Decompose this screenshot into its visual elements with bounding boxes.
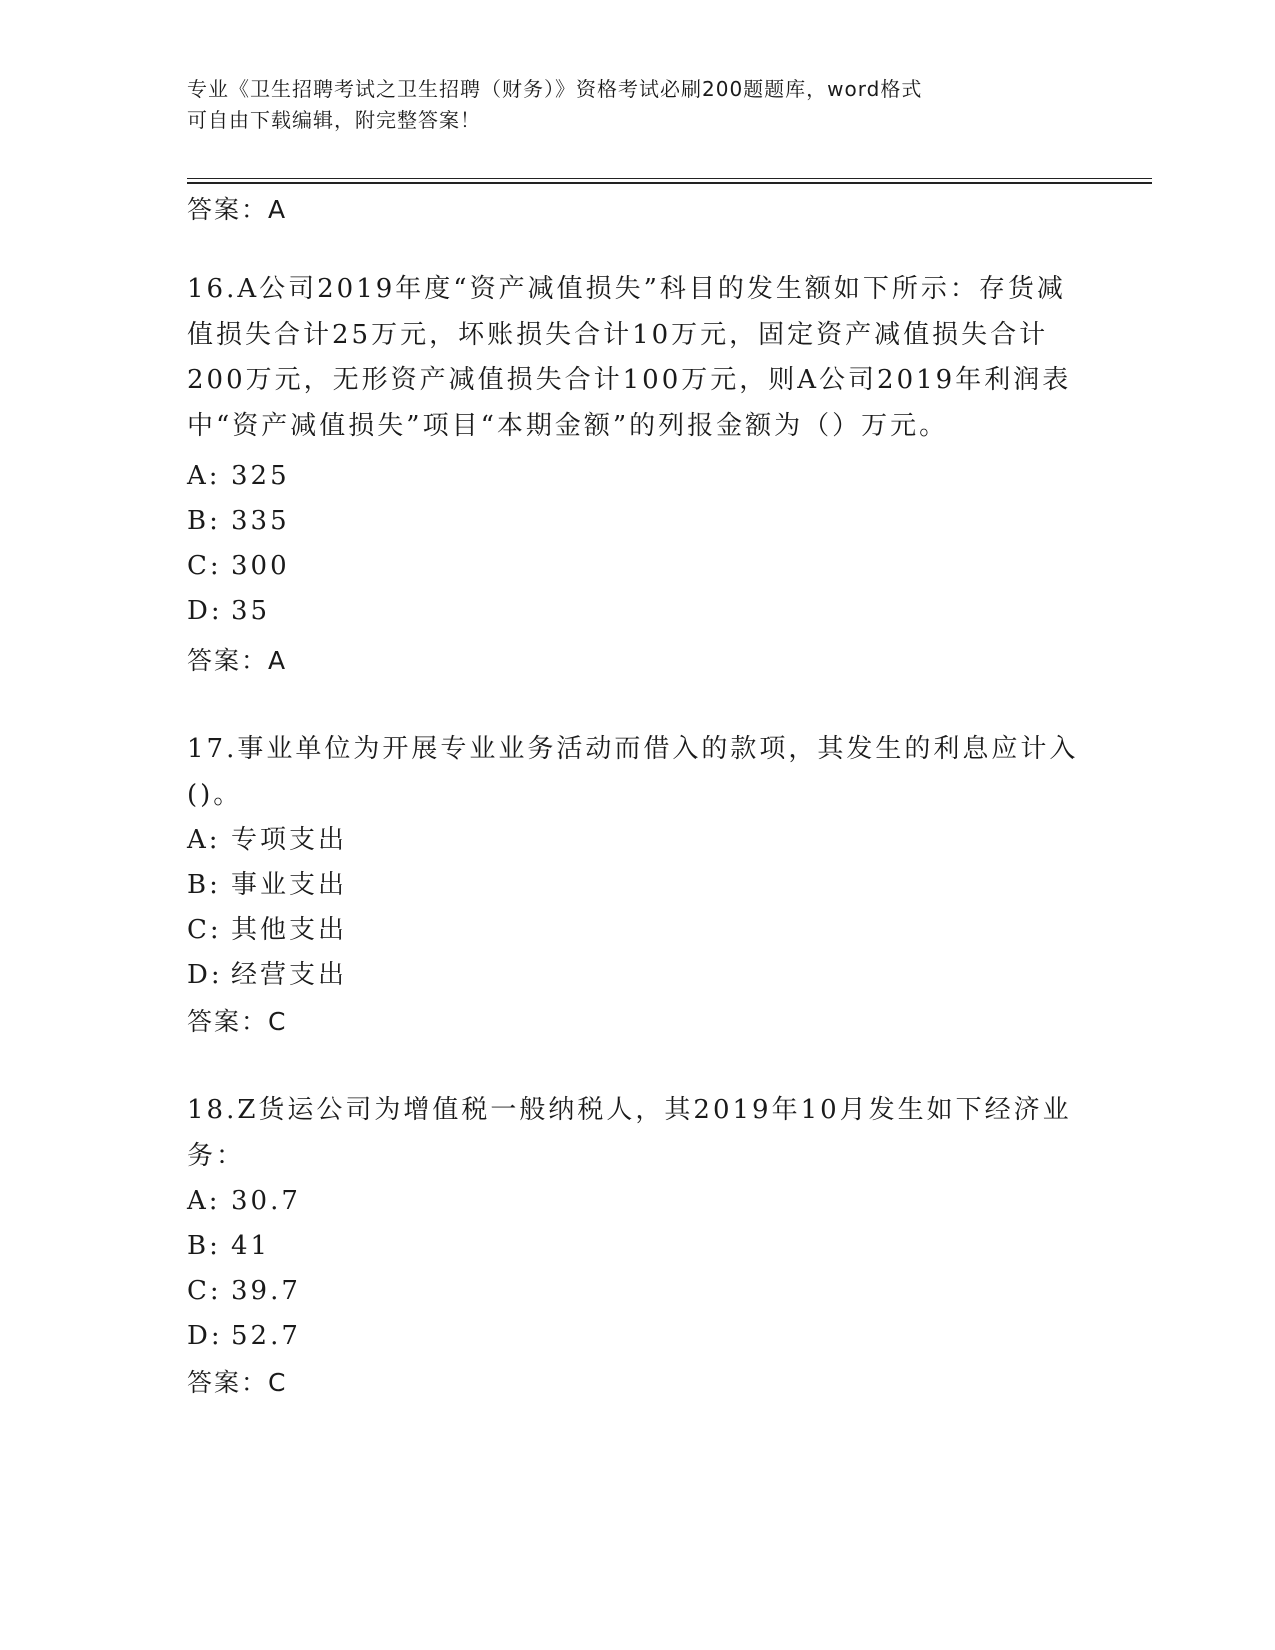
option-label: A:	[187, 1186, 221, 1216]
question-17-answer: 答案：C	[187, 1007, 288, 1036]
question-line: 200万元，无形资产减值损失合计100万元，则A公司2019年利润表	[187, 365, 1072, 395]
question-17-option-d	[187, 957, 347, 993]
option-value: 335	[231, 506, 290, 536]
question-18-option-d	[187, 1318, 301, 1354]
option-label: D:	[187, 1321, 223, 1351]
question-18-text	[187, 1088, 1087, 1179]
option-value: 35	[231, 596, 271, 626]
option-value: 325	[231, 461, 290, 491]
option-label: D:	[187, 960, 223, 990]
question-18-option-c	[187, 1273, 301, 1309]
option-value: 52.7	[231, 1321, 301, 1351]
question-line: 中“资产减值损失”项目“本期金额”的列报金额为（）万元。	[187, 410, 949, 441]
header-line-1: 专业《卫生招聘考试之卫生招聘（财务）》资格考试必刷200题题库，word格式	[187, 77, 923, 101]
option-label: A:	[187, 461, 221, 491]
question-line: ()。	[187, 779, 243, 810]
document-header	[187, 74, 1067, 136]
question-16-option-c	[187, 548, 290, 584]
question-17-option-b	[187, 867, 347, 903]
header-divider-thick	[187, 182, 1152, 184]
question-17-option-a	[187, 822, 347, 858]
option-value: 专项支出	[231, 825, 348, 855]
option-label: B:	[187, 1231, 221, 1261]
option-value: 300	[231, 551, 290, 581]
question-17-option-c	[187, 912, 347, 948]
question-16-answer: 答案：A	[187, 646, 288, 675]
question-line: 务：	[187, 1140, 246, 1171]
option-value: 39.7	[231, 1276, 301, 1306]
option-label: C:	[187, 915, 222, 945]
previous-answer: 答案：A	[187, 195, 288, 224]
option-label: B:	[187, 870, 221, 900]
option-label: A:	[187, 825, 221, 855]
question-line: 17.事业单位为开展专业业务活动而借入的款项，其发生的利息应计入	[187, 734, 1079, 764]
option-label: C:	[187, 551, 222, 581]
question-18-answer: 答案：C	[187, 1368, 288, 1397]
option-value: 41	[231, 1231, 271, 1261]
option-value: 其他支出	[231, 915, 348, 945]
question-line: 16.A公司2019年度“资产减值损失”科目的发生额如下所示：存货减	[187, 274, 1066, 304]
question-18-option-b	[187, 1228, 270, 1264]
header-line-2: 可自由下载编辑，附完整答案！	[187, 108, 481, 132]
option-value: 事业支出	[231, 870, 348, 900]
question-16-option-b	[187, 503, 290, 539]
question-line: 值损失合计25万元，坏账损失合计10万元，固定资产减值损失合计	[187, 319, 1049, 350]
option-value: 经营支出	[231, 960, 348, 990]
question-16-text	[187, 267, 1087, 449]
question-line: 18.Z货运公司为增值税一般纳税人，其2019年10月发生如下经济业	[187, 1095, 1072, 1125]
question-17-text	[187, 727, 1087, 818]
option-label: D:	[187, 596, 223, 626]
question-18-option-a	[187, 1183, 301, 1219]
question-16-option-d	[187, 593, 270, 629]
option-label: C:	[187, 1276, 222, 1306]
question-16-option-a	[187, 458, 290, 494]
header-divider-thin	[187, 178, 1152, 179]
option-value: 30.7	[231, 1186, 301, 1216]
option-label: B:	[187, 506, 221, 536]
